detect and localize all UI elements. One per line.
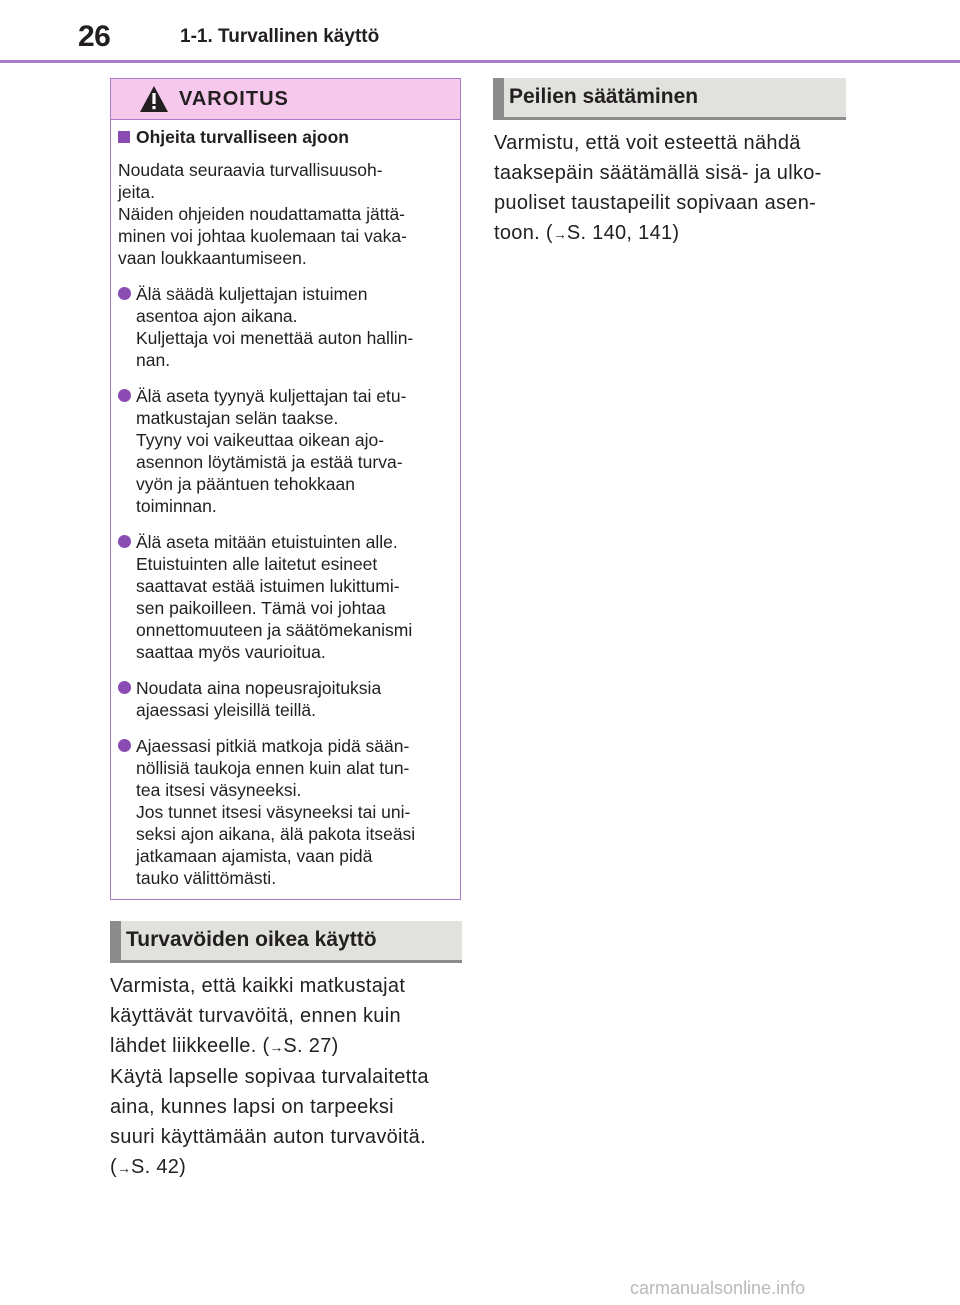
item-line: Älä säädä kuljettajan istuimen bbox=[136, 284, 368, 304]
mirror-heading-text: Peilien säätäminen bbox=[509, 85, 699, 108]
paragraph-line: puoliset taustapeilit sopivaan asen- bbox=[494, 192, 817, 214]
bullet-icon bbox=[118, 531, 136, 549]
paragraph-line: taaksepäin säätämällä sisä- ja ulko- bbox=[494, 162, 822, 184]
item-line: toiminnan. bbox=[136, 496, 217, 516]
item-line: Älä aseta mitään etuistuinten alle. bbox=[136, 532, 398, 552]
item-line: saattaa myös vaurioitua. bbox=[136, 642, 326, 662]
item-line: Ajaessasi pitkiä matkoja pidä sään- bbox=[136, 736, 410, 756]
seatbelt-heading-text: Turvavöiden oikea käyttö bbox=[126, 928, 377, 951]
paragraph-line bbox=[494, 218, 822, 249]
line-text: lähdet liikkeelle. ( bbox=[110, 1035, 270, 1057]
page-reference-link[interactable]: S. 27) bbox=[283, 1035, 339, 1057]
intro-line: Noudata seuraavia turvallisuusoh- bbox=[118, 160, 383, 180]
page-reference-link[interactable]: S. 140, 141) bbox=[566, 222, 680, 244]
bullet-icon bbox=[118, 735, 136, 753]
paragraph-line: käyttävät turvavöitä, ennen kuin bbox=[110, 1005, 401, 1027]
paragraph-line: Varmista, että kaikki matkustajat bbox=[110, 975, 406, 997]
page-number: 26 bbox=[78, 20, 111, 53]
item-line: vyön ja pääntuen tehokkaan bbox=[136, 474, 355, 494]
section-title: 1-1. Turvallinen käyttö bbox=[180, 26, 380, 47]
item-line: ajaessasi yleisillä teillä. bbox=[136, 700, 316, 720]
mirror-heading bbox=[493, 78, 846, 120]
intro-line: Näiden ohjeiden noudattamatta jättä- bbox=[118, 204, 406, 224]
bullet-icon bbox=[118, 677, 136, 695]
warning-intro bbox=[118, 159, 452, 269]
warning-item bbox=[118, 531, 452, 663]
reference-arrow-icon: → bbox=[552, 226, 567, 242]
item-line: jatkamaan ajamista, vaan pidä bbox=[136, 846, 373, 866]
intro-line: jeita. bbox=[118, 182, 155, 202]
intro-line: vaan loukkaantumiseen. bbox=[118, 248, 307, 268]
line-text: ( bbox=[110, 1156, 117, 1178]
warning-item bbox=[118, 735, 452, 889]
warning-box bbox=[110, 78, 461, 900]
warning-item bbox=[118, 283, 452, 371]
reference-arrow-icon: → bbox=[269, 1039, 284, 1055]
warning-subtitle-text: Ohjeita turvalliseen ajoon bbox=[136, 127, 349, 147]
item-line: sen paikoilleen. Tämä voi johtaa bbox=[136, 598, 386, 618]
paragraph-line: suuri käyttämään auton turvavöitä. bbox=[110, 1126, 426, 1148]
item-line: asentoa ajon aikana. bbox=[136, 306, 298, 326]
item-line: Jos tunnet itsesi väsyneeksi tai uni- bbox=[136, 802, 411, 822]
item-line: Tyyny voi vaikeuttaa oikean ajo- bbox=[136, 430, 385, 450]
warning-header bbox=[111, 79, 460, 120]
intro-line: minen voi johtaa kuolemaan tai vaka- bbox=[118, 226, 407, 246]
warning-subtitle bbox=[118, 126, 452, 148]
line-text: toon. ( bbox=[494, 222, 553, 244]
item-line: onnettomuuteen ja säätömekanismi bbox=[136, 620, 413, 640]
item-line: Kuljettaja voi menettää auton hallin- bbox=[136, 328, 414, 348]
item-line: Etuistuinten alle laitetut esineet bbox=[136, 554, 378, 574]
warning-body bbox=[111, 126, 460, 889]
item-line: asennon löytämistä ja estää turva- bbox=[136, 452, 403, 472]
page-reference-link[interactable]: S. 42) bbox=[130, 1156, 187, 1178]
paragraph-line: aina, kunnes lapsi on tarpeeksi bbox=[110, 1096, 394, 1118]
warning-item bbox=[118, 385, 452, 517]
bullet-icon bbox=[118, 385, 136, 403]
page-header bbox=[0, 0, 960, 62]
warning-item bbox=[118, 677, 452, 721]
warning-triangle-icon bbox=[139, 85, 169, 113]
paragraph-line bbox=[110, 1031, 429, 1062]
warning-title: VAROITUS bbox=[179, 88, 289, 110]
item-line: saattavat estää istuimen lukittumi- bbox=[136, 576, 400, 596]
item-line: seksi ajon aikana, älä pakota itseäsi bbox=[136, 824, 416, 844]
reference-arrow-icon: → bbox=[116, 1160, 131, 1176]
header-divider bbox=[0, 60, 960, 63]
watermark: carmanualsonline.info bbox=[630, 1278, 806, 1298]
square-bullet-icon bbox=[118, 131, 130, 143]
paragraph-line bbox=[110, 1152, 429, 1183]
item-line: Noudata aina nopeusrajoituksia bbox=[136, 678, 382, 698]
paragraph-line: Varmistu, että voit esteettä nähdä bbox=[494, 132, 801, 154]
seatbelt-heading bbox=[110, 921, 462, 963]
mirror-paragraph bbox=[494, 128, 822, 249]
item-line: nöllisiä taukoja ennen kuin alat tun- bbox=[136, 758, 410, 778]
item-line: nan. bbox=[136, 350, 171, 370]
bullet-icon bbox=[118, 283, 136, 301]
item-line: matkustajan selän taakse. bbox=[136, 408, 339, 428]
seatbelt-paragraph bbox=[110, 971, 429, 1183]
paragraph-line: Käytä lapselle sopivaa turvalaitetta bbox=[110, 1066, 429, 1088]
item-line: tauko välittömästi. bbox=[136, 868, 277, 888]
item-line: Älä aseta tyynyä kuljettajan tai etu- bbox=[136, 386, 407, 406]
item-line: tea itsesi väsyneeksi. bbox=[136, 780, 302, 800]
